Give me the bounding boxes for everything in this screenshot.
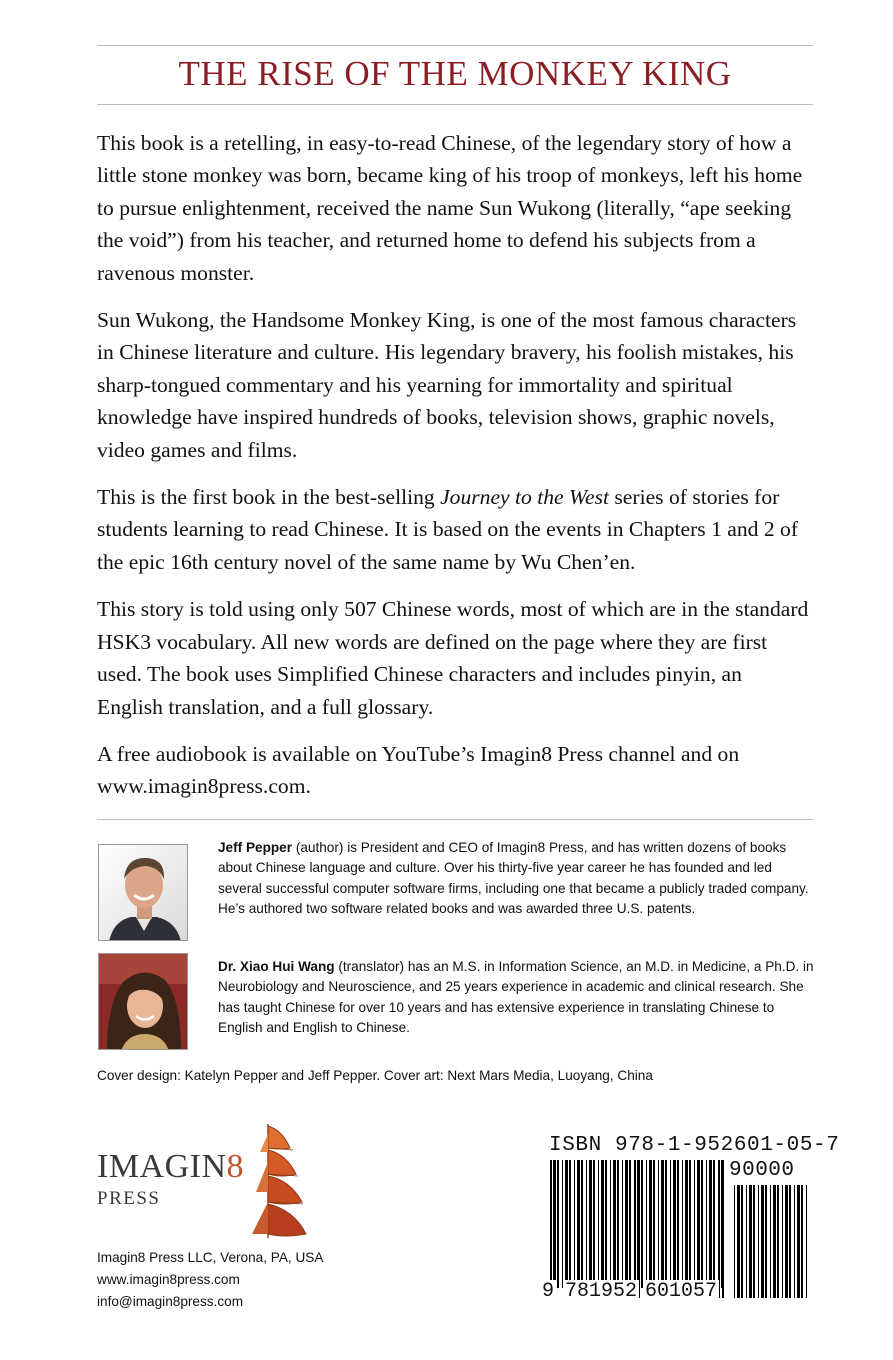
barcode-bar xyxy=(617,1160,619,1288)
barcode-bar xyxy=(801,1185,803,1298)
barcode-guard-bar xyxy=(718,1160,720,1298)
barcode-bar xyxy=(753,1185,755,1298)
barcode-bar xyxy=(601,1160,604,1288)
barcode-bar xyxy=(694,1160,695,1288)
barcode-bar xyxy=(697,1160,700,1288)
barcode-bar xyxy=(794,1185,795,1298)
barcode-bar xyxy=(649,1160,652,1288)
barcode-bar xyxy=(782,1185,783,1298)
series-name: Journey to the West xyxy=(440,485,609,510)
barcode-guard-bar xyxy=(638,1160,640,1298)
barcode-bar xyxy=(613,1160,616,1288)
barcode-bar xyxy=(589,1160,592,1288)
junk-sail-icon xyxy=(238,1122,310,1240)
book-title: THE RISE OF THE MONKEY KING xyxy=(178,54,732,93)
barcode-bar xyxy=(789,1185,791,1298)
ean-right-group: 601057 xyxy=(645,1280,718,1303)
title-rule xyxy=(97,104,813,105)
barcode-bar xyxy=(658,1160,659,1288)
barcode-bar xyxy=(701,1160,703,1288)
barcode-bar xyxy=(593,1160,595,1288)
blurb-paragraph-5: A free audiobook is available on YouTube’s Imagin8 Press channel and on www.imagin8press.com. xyxy=(97,741,740,799)
barcode-bar xyxy=(797,1185,800,1298)
barcode-bar xyxy=(625,1160,628,1288)
barcode-bar xyxy=(629,1160,631,1288)
blurb-paragraph-1: This book is a retelling, in easy-to-read Chinese, of the legendary story of how a little stone monkey was born, became king of his troop of monkeys, left his home to pursue enlightenment, received the name Sun Wukong (literally, “ape seeking the void”) from his teacher, and returned home to defend his subjects from a ravenous monster. xyxy=(97,131,803,285)
blurb-p3-end: series of stories for students learning to read Chinese. It is based on the events in Chapters 1 and 2 of the epic 16th century novel of the same name by Wu Chen’en. xyxy=(97,485,799,574)
logo-wordmark: IMAGIN8 xyxy=(97,1148,245,1185)
publisher-address: Imagin8 Press LLC, Verona, PA, USA xyxy=(97,1250,324,1265)
bio-rule xyxy=(97,819,813,820)
barcode-bar xyxy=(581,1160,583,1288)
barcode-bar xyxy=(758,1185,759,1298)
barcode-bar xyxy=(605,1160,607,1288)
barcode-bar xyxy=(685,1160,688,1288)
barcode-bar xyxy=(677,1160,679,1288)
blurb xyxy=(97,127,813,818)
barcode-guard-bar xyxy=(554,1160,556,1298)
barcode-bar xyxy=(586,1160,587,1288)
cover-credits: Cover design: Katelyn Pepper and Jeff Pepper. Cover art: Next Mars Media, Luoyang, China xyxy=(97,1068,653,1083)
isbn-number: ISBN 978-1-952601-05-7 xyxy=(549,1134,840,1157)
barcode-bar xyxy=(565,1160,568,1288)
author-name: Jeff Pepper xyxy=(218,840,293,855)
barcode-bar xyxy=(709,1160,712,1288)
barcode-bar xyxy=(670,1160,671,1288)
barcode-bar xyxy=(641,1160,643,1288)
barcode-guard-bar xyxy=(722,1160,724,1298)
blurb-paragraph-4: This story is told using only 507 Chinese words, most of which are in the standard HSK3 vocabulary. All new words are defined on the page where they are first used. The book uses Simplified Chinese characters and includes pinyin, an English translation, and a full glossary. xyxy=(97,597,809,719)
price-addon-code: 90000 xyxy=(729,1159,795,1182)
barcode-bar xyxy=(598,1160,599,1288)
barcode-bar xyxy=(682,1160,683,1288)
barcode-bar xyxy=(622,1160,623,1288)
blurb-p3-start: This is the first book in the best-selling xyxy=(97,485,441,510)
barcode-bar xyxy=(653,1160,655,1288)
translator-bio xyxy=(218,957,818,1039)
author-photo xyxy=(98,844,188,941)
logo-press-text: PRESS xyxy=(97,1188,161,1209)
barcode-bar xyxy=(689,1160,691,1288)
barcode-bar xyxy=(574,1160,575,1288)
translator-name: Dr. Xiao Hui Wang xyxy=(218,959,335,974)
barcode-bar xyxy=(737,1185,740,1298)
barcode-bar xyxy=(765,1185,767,1298)
barcode-bar xyxy=(761,1185,764,1298)
barcode-bar xyxy=(770,1185,771,1298)
publisher-email[interactable]: info@imagin8press.com xyxy=(97,1294,244,1309)
translator-photo xyxy=(98,953,188,1050)
publisher-info xyxy=(97,1247,323,1313)
barcode-bar xyxy=(661,1160,664,1288)
blurb-paragraph-3 xyxy=(97,481,813,578)
publisher-logo xyxy=(97,1150,244,1210)
barcode-bar xyxy=(713,1160,715,1288)
barcode-bar xyxy=(706,1160,707,1288)
barcode-bar xyxy=(562,1160,563,1288)
ean-first-digit: 9 xyxy=(542,1280,555,1303)
barcode-bar xyxy=(569,1160,571,1288)
barcode-bar xyxy=(777,1185,779,1298)
barcode-guard-bar xyxy=(634,1160,636,1298)
barcode-bar xyxy=(577,1160,580,1288)
publisher-website[interactable]: www.imagin8press.com xyxy=(97,1272,240,1287)
barcode-bar xyxy=(646,1160,647,1288)
barcode-bar xyxy=(721,1160,722,1288)
barcode-bar xyxy=(741,1185,743,1298)
barcode-bar xyxy=(673,1160,676,1288)
translator-bio-text: (translator) has an M.S. in Information Science, an M.D. in Medicine, a Ph.D. in Neurobiology and Neuroscience, and 25 years experience in academic and clinical research. She has taught Chinese for over 10 years and has extensive experience in translating Chinese to English and English to Chinese. xyxy=(218,959,814,1036)
ean-left-group: 781952 xyxy=(565,1280,638,1303)
barcode-bar xyxy=(785,1185,788,1298)
barcode-bar xyxy=(746,1185,747,1298)
barcode-bar xyxy=(665,1160,667,1288)
author-bio xyxy=(218,838,818,920)
barcode-bar xyxy=(734,1185,735,1298)
blurb-paragraph-2: Sun Wukong, the Handsome Monkey King, is one of the most famous characters in Chinese literature and culture. His legendary bravery, his foolish mistakes, his sharp-tongued commentary and his yearning for immortality and spiritual knowledge have inspired hundreds of books, television shows, graphic novels, video games and films. xyxy=(97,308,797,462)
barcode-bar xyxy=(610,1160,611,1288)
barcode-bar xyxy=(557,1160,559,1288)
barcode-guard-bar xyxy=(550,1160,552,1298)
barcode-bar xyxy=(773,1185,776,1298)
top-rule xyxy=(97,45,813,46)
barcode-bar xyxy=(806,1185,807,1298)
author-bio-text: (author) is President and CEO of Imagin8 Press, and has written dozens of books about Chinese language and culture. Over his thirty-five year career he has founded and led several successful computer software firms, including one that became a publicly traded company. He’s authored two software related books and was awarded three U.S. patents. xyxy=(218,840,809,917)
barcode-bar xyxy=(749,1185,752,1298)
